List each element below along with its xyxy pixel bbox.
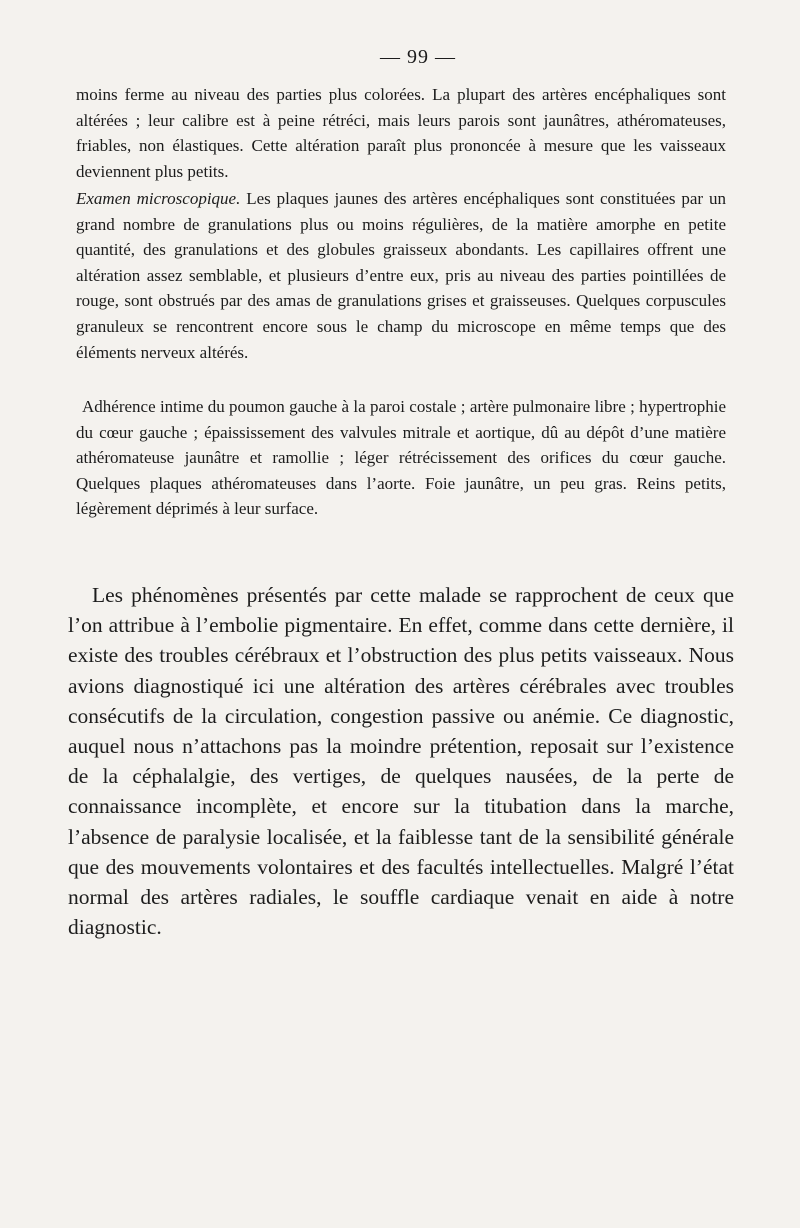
paragraph-discussion: [68, 580, 734, 942]
paragraph-organs: [76, 394, 726, 522]
paragraph-text: Les phénomènes présentés par cette malade se rapprochent de ceux que l’on attribue à l’embolie pigmentaire. En effet, comme dans cette dernière, il existe des troubles cérébraux et l’obstruction des plus petits vaisseaux. Nous avions diagnostiqué ici une altération des artères cérébrales avec troubles consécutifs de la circulation, congestion passive ou anémie. Ce diagnostic, auquel nous n’attachons pas la moindre prétention, reposait sur l’existence de la céphalalgie, des vertiges, de quelques nausées, de la perte de connaissance incomplète, et encore sur la titubation dans la marche, l’absence de paralysie localisée, et la faiblesse tant de la sensibilité générale que des mouvements volontaires et des facultés intellectuelles. Malgré l’état normal des artères radiales, le souffle cardiaque venait en aide à notre diagnostic.: [68, 583, 734, 940]
paragraph-arteries: [76, 82, 726, 184]
paragraph-text-container: [76, 186, 726, 365]
paragraph-microscopic-exam: [76, 186, 726, 365]
page-number: — 99 —: [380, 46, 456, 68]
paragraph-text: moins ferme au niveau des parties plus colorées. La plupart des artères encéphaliques sont altérées ; leur calibre est à peine rétréci, mais leurs parois sont jaunâtres, athéromateuses, friables, non élastiques. Cette altération paraît plus prononcée à mesure que les vaisseaux deviennent plus petits.: [76, 85, 726, 181]
section-label: Examen microscopique.: [76, 189, 241, 208]
paragraph-text: Les plaques jaunes des artères encéphaliques sont constituées par un grand nombre de granulations plus ou moins régulières, de la matière amorphe en petite quantité, des granulations et des globules graisseux abondants. Les capillaires offrent une altération assez semblable, et plusieurs d’entre eux, pris au niveau des parties pointillées de rouge, sont obstrués par des amas de granulations grises et graisseuses. Quelques corpuscules granuleux se rencontrent encore sous le champ du microscope en même temps que des éléments nerveux altérés.: [76, 189, 726, 362]
paragraph-text: Adhérence intime du poumon gauche à la paroi costale ; artère pulmonaire libre ; hypertrophie du cœur gauche ; épaississement des valvules mitrale et aortique, dû au dépôt d’une matière athéromateuse jaunâtre et ramollie ; léger rétrécissement des orifices du cœur gauche. Quelques plaques athéromateuses dans l’aorte. Foie jaunâtre, un peu gras. Reins petits, légèrement déprimés à leur surface.: [76, 397, 726, 519]
